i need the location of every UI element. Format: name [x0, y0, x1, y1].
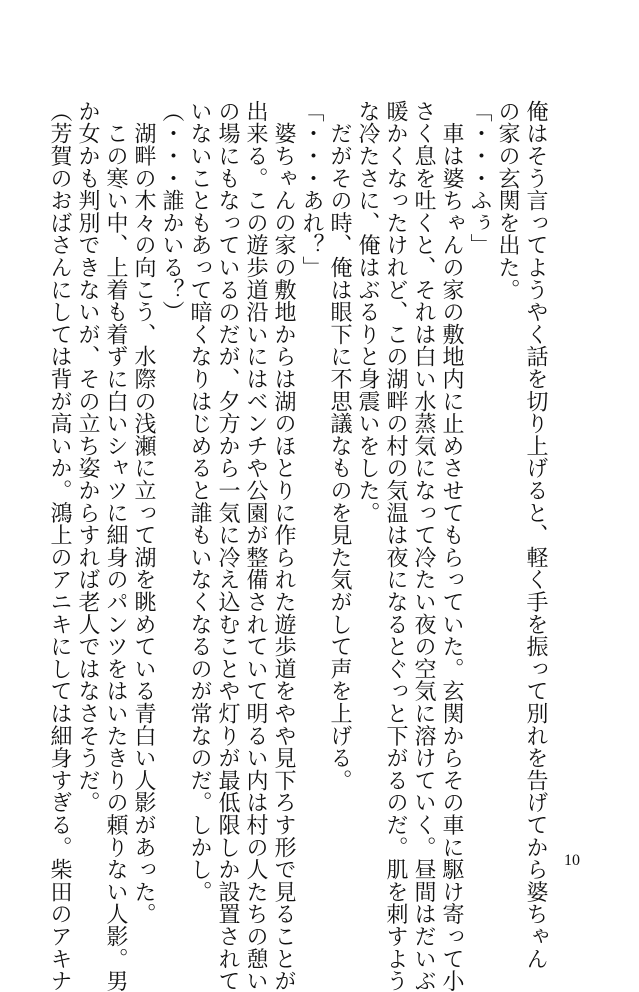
text-line: か女かも判別できないが、その立ち姿からすれば老人ではなさそうだ。	[75, 100, 100, 814]
text-line: の場にもなっているのだが、夕方から一気に冷え込むことや灯りが最低限しか設置されて	[215, 100, 240, 992]
text-line: この寒い中、上着も着ずに白いシャツに細身のパンツをはいたきりの頼りない人影。男	[103, 100, 128, 992]
text-line: 婆ちゃんの家の敷地からは湖のほとりに作られた遊歩道をやや見下ろす形で見ることが	[271, 100, 296, 992]
text-line: だがその時、俺は眼下に不思議なものを見た気がして声を上げる。	[327, 100, 352, 792]
text-line: （・・・誰かいる？）	[159, 100, 184, 323]
text-line: 俺はそう言ってようやく話を切り上げると、軽く手を振って別れを告げてから婆ちゃん	[523, 100, 548, 970]
text-line: （芳賀のおばさんにしては背が高いか。鴻上のアニキにしては細身すぎる。柴田のアキナ	[47, 100, 72, 992]
text-line: 出来る。この遊歩道沿いにはベンチや公園が整備されていて明るい内は村の人たちの憩い	[243, 100, 268, 992]
text-line: 車は婆ちゃんの家の敷地内に止めさせてもらっていた。玄関からその車に駆け寄って小	[439, 100, 464, 992]
vertical-text-body	[47, 100, 549, 992]
page-number: 10	[564, 852, 580, 869]
text-line: の家の玄関を出た。	[495, 100, 520, 301]
text-line: いないこともあって暗くなりはじめると誰もいなくなるのが常なのだ。しかし。	[187, 100, 212, 903]
text-line: さく息を吐くと、それは白い水蒸気になって冷たい夜の空気に溶けていく。昼間はだいぶ	[411, 100, 436, 992]
text-line: 暖かくなったけれど、この湖畔の村の気温は夜になるとぐっと下がるのだ。肌を刺すよう	[383, 100, 408, 992]
text-line: 「・・・あれ？」	[299, 100, 324, 279]
text-line: 「・・・ふぅ」	[467, 100, 492, 257]
text-line: 湖畔の木々の向こう、水際の浅瀬に立って湖を眺めている青白い人影があった。	[131, 100, 156, 926]
text-line: な冷たさに、俺はぶるりと身震いをした。	[355, 100, 380, 524]
